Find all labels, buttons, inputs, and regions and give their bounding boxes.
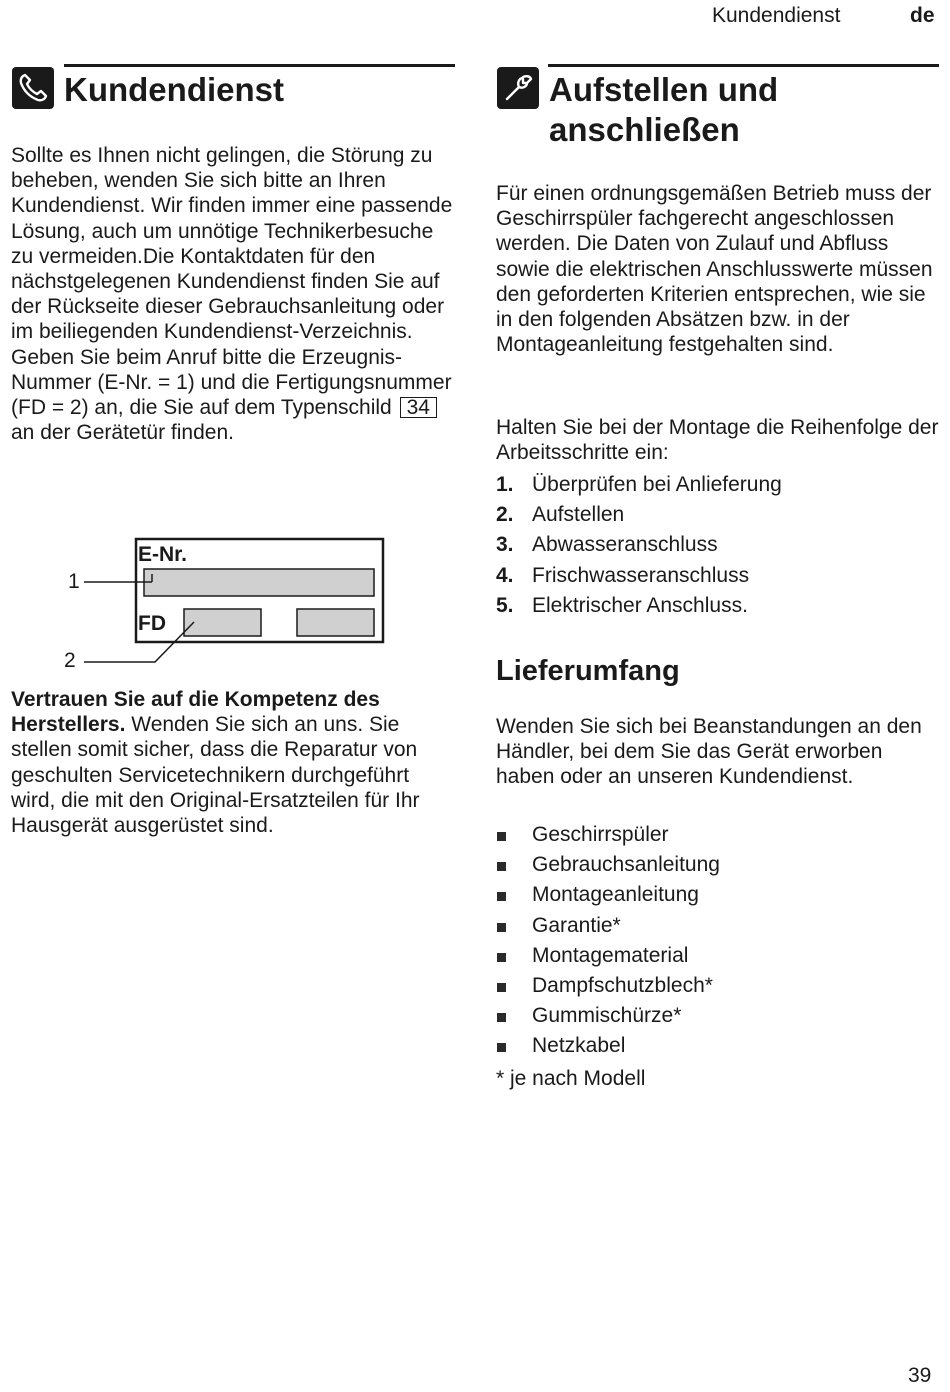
page-number: 39 <box>908 1364 932 1387</box>
lieferumfang-paragraph <box>496 714 941 790</box>
item-text: Gummischürze* <box>532 1004 682 1028</box>
intro-text-end: an der Gerätetür finden. <box>11 421 234 445</box>
item-text: Geschirrspüler <box>532 823 669 846</box>
list-item <box>496 530 941 560</box>
step-number: 4. <box>496 563 514 587</box>
bullet-square-icon <box>497 1043 506 1052</box>
step-number: 1. <box>496 473 514 496</box>
step-text: Frischwasseranschluss <box>532 563 750 587</box>
type-plate-label-enr: E-Nr. <box>138 543 188 566</box>
item-text: Gebrauchsanleitung <box>532 853 720 877</box>
aufstellen-text-1: Für einen ordnungsgemäßen Betrieb muss der Geschirrspüler fachgerecht angeschlossen werden. Die Daten von Zulauf und Abfluss sowie die elektrischen Anschlusswerte müssen den geforderten Kriterien entsprechen, wie sie in den folgenden Absätzen bzw. in der Montageanleitung festgehalten sind. <box>496 182 933 357</box>
bullet-square-icon <box>497 983 506 992</box>
aufstellen-paragraph-1 <box>496 181 941 357</box>
running-header-section: Kundendienst <box>712 4 841 27</box>
item-text: Montagematerial <box>532 943 689 967</box>
item-text: Garantie* <box>532 913 621 937</box>
section-rule-kundendienst <box>64 64 455 67</box>
type-plate-label-fd: FD <box>138 612 166 635</box>
wrench-icon <box>497 67 539 109</box>
bullet-square-icon <box>497 832 506 841</box>
item-text: Dampfschutzblech* <box>532 973 713 997</box>
callout-2: 2 <box>64 649 76 672</box>
list-item <box>496 470 941 500</box>
aufstellen-paragraph-2 <box>496 415 941 465</box>
list-item <box>496 1031 941 1061</box>
list-item <box>496 1001 941 1031</box>
delivery-items-list <box>496 820 941 1062</box>
lieferumfang-text: Wenden Sie sich bei Beanstandungen an den Händler, bei dem Sie das Gerät erworben haben oder an unseren Kundendienst. <box>496 715 922 789</box>
intro-text: Sollte es Ihnen nicht gelingen, die Störung zu beheben, wenden Sie sich bitte an Ihren Kundendienst. Wir finden immer eine passende Lösung, auch um unnötige Technikerbesuche zu vermeiden.Die Kontaktdaten für den nächstgelegenen Kundendienst finden Sie auf der Rückseite dieser Gebrauchsanleitung oder im beiliegenden Kundendienst-Verzeichnis. Geben Sie beim Anruf bitte die Erzeugnis-Nummer (E-Nr. = 1) und die Fertigungsnummer (FD = 2) an, die Sie auf dem Typenschild <box>11 144 453 420</box>
step-number: 2. <box>496 503 514 527</box>
trust-bold-text: Vertrauen Sie auf die Kompetenz des Herstellers. <box>11 688 380 737</box>
list-item <box>496 941 941 971</box>
bullet-square-icon <box>497 862 506 871</box>
bullet-square-icon <box>497 892 506 901</box>
bullet-square-icon <box>497 923 506 932</box>
footnote: * je nach Modell <box>496 1067 646 1090</box>
trust-text: Wenden Sie sich an uns. Sie stellen somit sicher, dass die Reparatur von geschulten Servicetechnikern durchgeführt wird, die mit den Original-Ersatzteilen für Ihr Hausgerät ausgerüstet sind. <box>11 713 420 838</box>
step-text: Abwasseranschluss <box>532 533 718 557</box>
step-text: Elektrischer Anschluss. <box>532 593 748 617</box>
trust-paragraph <box>11 687 456 838</box>
list-item <box>496 820 941 850</box>
reference-number-box: 34 <box>400 397 437 418</box>
aufstellen-text-2: Halten Sie bei der Montage die Reihenfolge der Arbeitsschritte ein: <box>496 416 939 465</box>
list-item <box>496 561 941 591</box>
bullet-square-icon <box>497 1013 506 1022</box>
callout-1: 1 <box>68 570 80 593</box>
type-plate-figure <box>60 536 390 676</box>
item-text: Montageanleitung <box>532 883 699 907</box>
subsection-title-lieferumfang: Lieferumfang <box>496 655 680 687</box>
step-number: 3. <box>496 533 514 557</box>
section-title-aufstellen-line1: Aufstellen und <box>549 71 779 108</box>
list-item <box>496 911 941 941</box>
installation-steps-list <box>496 470 941 621</box>
list-item <box>496 850 941 880</box>
list-item <box>496 591 941 621</box>
running-header-language: de <box>910 4 935 27</box>
phone-icon <box>12 67 54 109</box>
list-item <box>496 880 941 910</box>
list-item <box>496 500 941 530</box>
kundendienst-intro-paragraph <box>11 143 456 445</box>
list-item <box>496 971 941 1001</box>
item-text: Netzkabel <box>532 1034 626 1058</box>
step-text: Überprüfen bei Anlieferung <box>532 473 782 496</box>
section-title-aufstellen-line2: anschließen <box>549 111 740 148</box>
bullet-square-icon <box>497 953 506 962</box>
section-title-kundendienst: Kundendienst <box>64 71 284 108</box>
step-number: 5. <box>496 593 514 617</box>
step-text: Aufstellen <box>532 503 625 527</box>
section-rule-aufstellen <box>548 64 939 67</box>
